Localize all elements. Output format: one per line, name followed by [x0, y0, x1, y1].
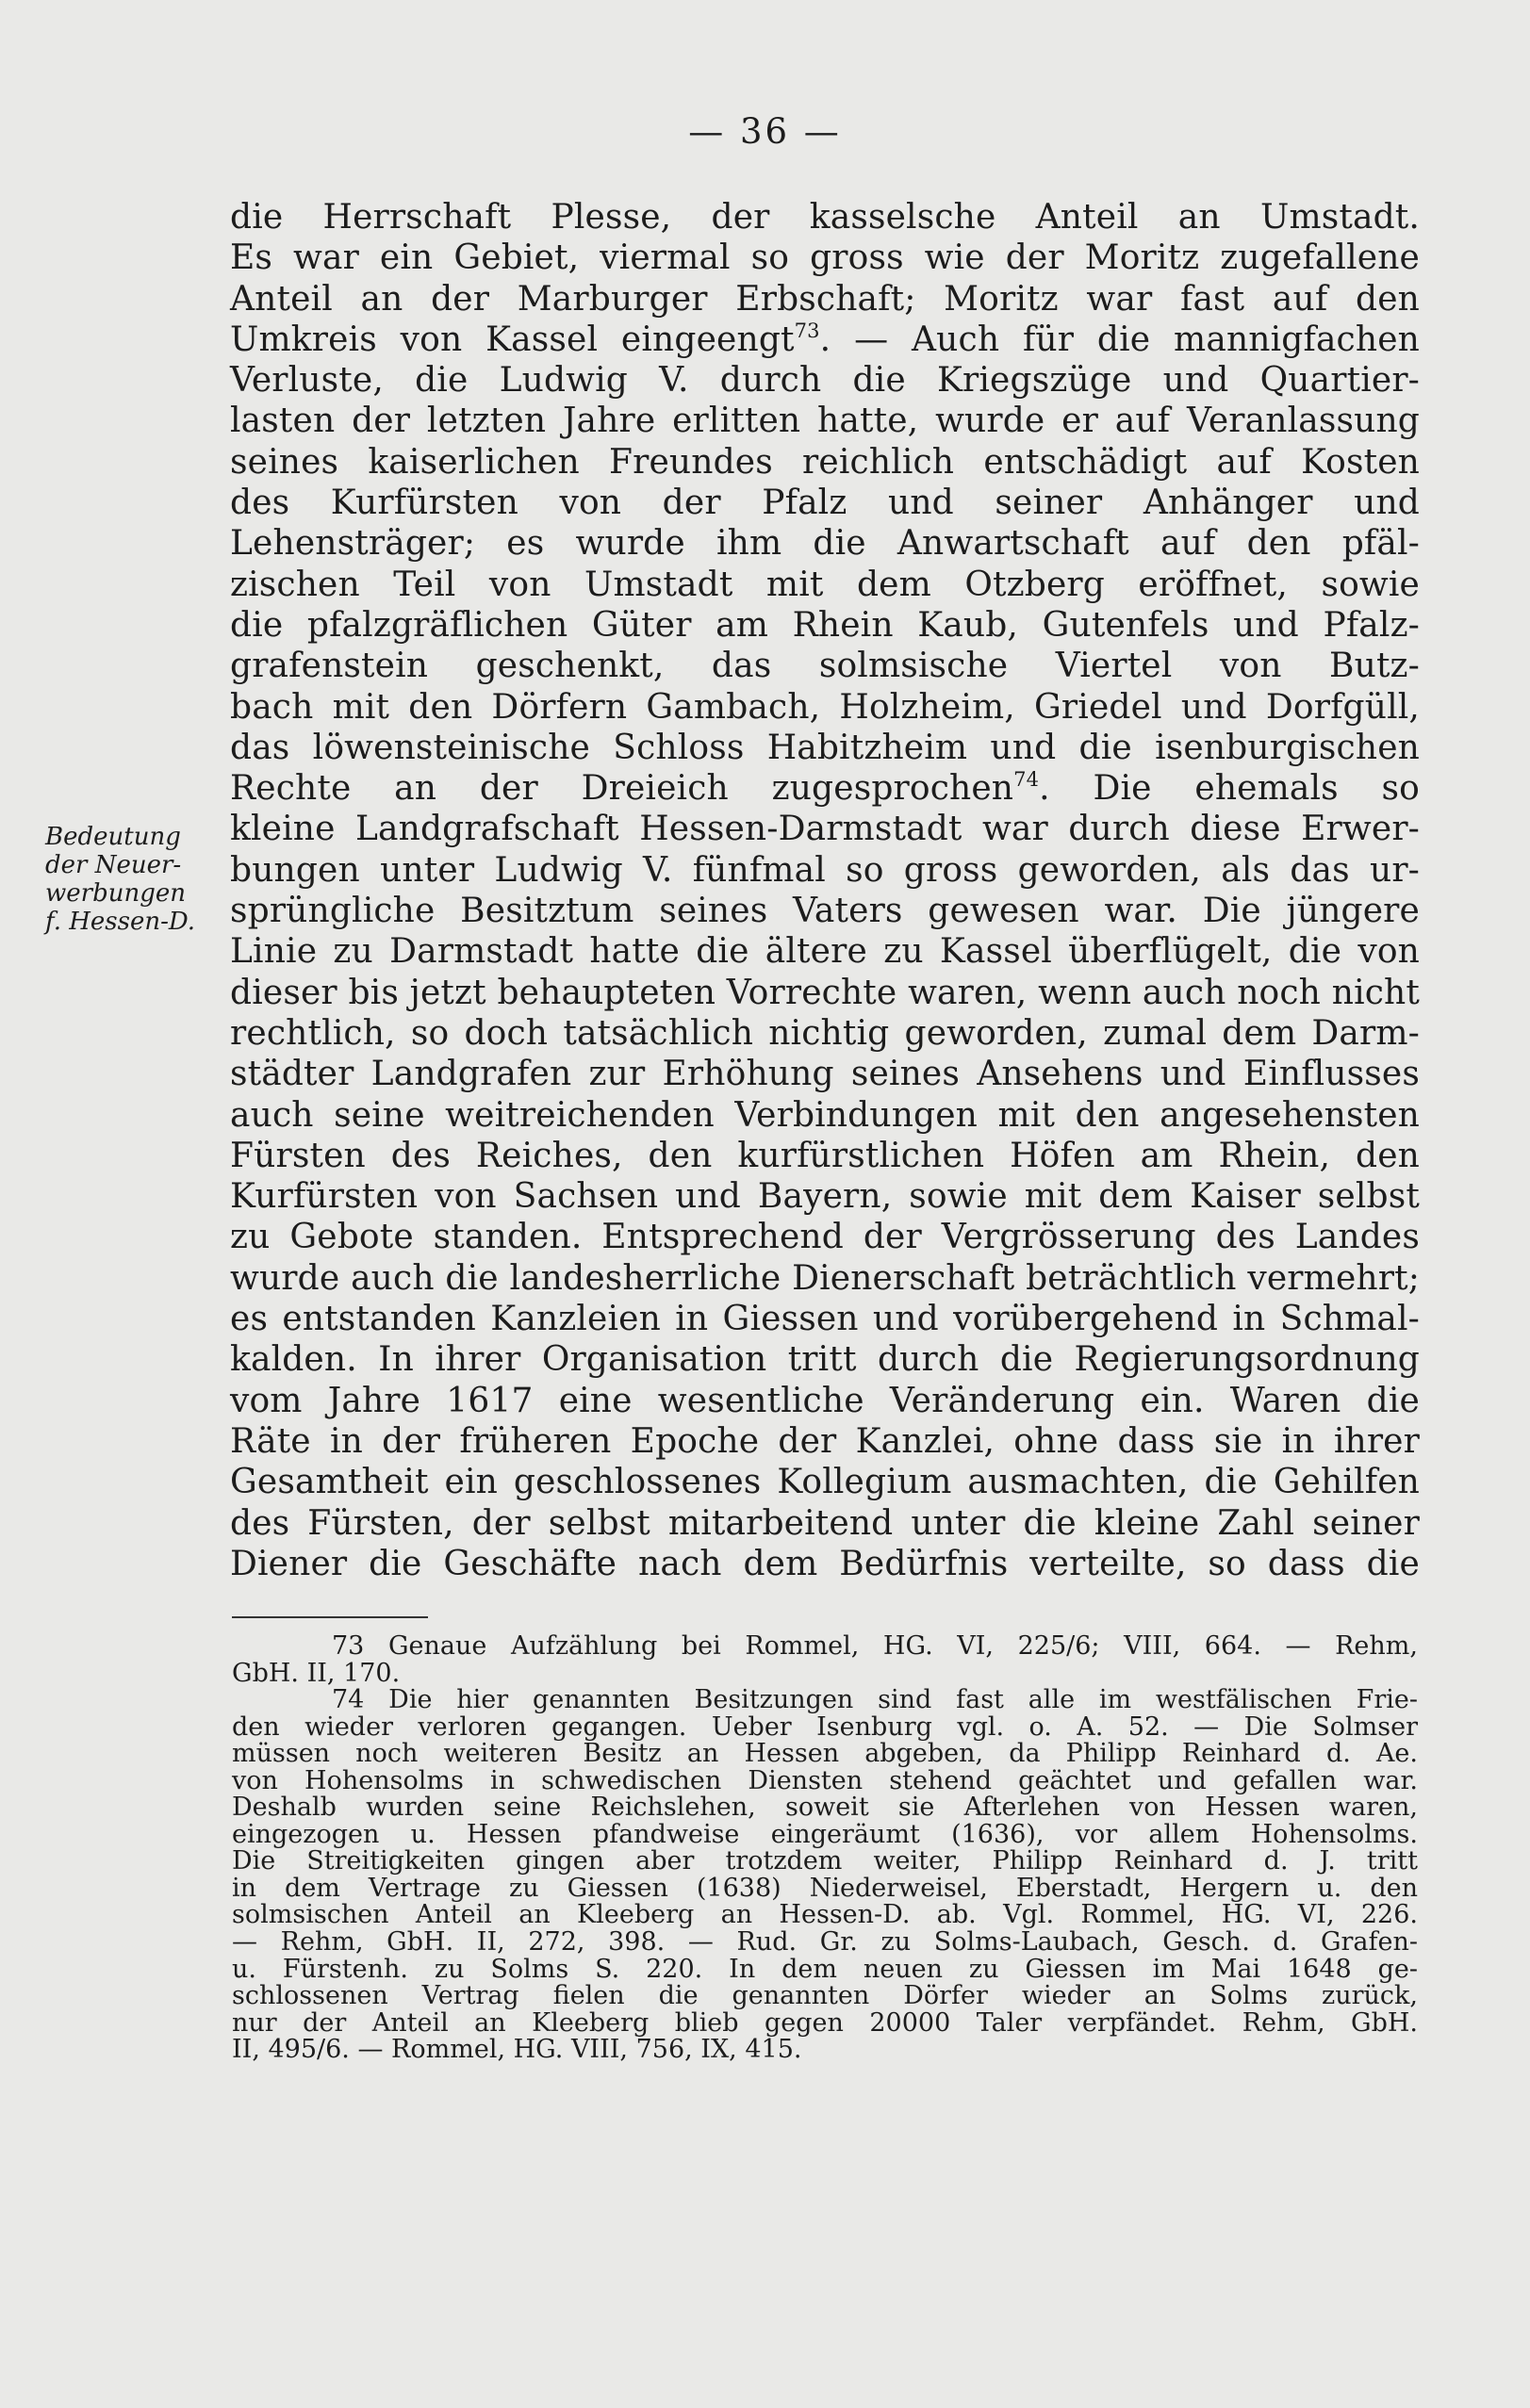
body-text	[230, 197, 1420, 1584]
text-line	[230, 768, 1420, 809]
text-line	[230, 319, 1420, 360]
text-line: Kurfürsten von Sachsen und Bayern, sowie mit dem Kaiser selbst	[230, 1177, 1420, 1217]
line-text: . Die ehemals so	[1039, 769, 1420, 809]
footnote-ref-73: 73	[794, 319, 820, 342]
text-line: Diener die Geschäfte nach dem Bedürfnis verteilte, so dass die	[230, 1544, 1420, 1583]
footnote-line: Die Streitigkeiten gingen aber trotzdem weiter, Philipp Reinhard d. J. tritt	[232, 1846, 1418, 1876]
margin-note-line: der Neuer-	[45, 851, 182, 879]
text-line: grafenstein geschenkt, das solmsische Viertel von Butz-	[230, 647, 1420, 686]
margin-note	[45, 823, 224, 936]
text-line: zischen Teil von Umstadt mit dem Otzberg eröffnet, sowie	[230, 565, 1420, 604]
text-line: des Fürsten, der selbst mitarbeitend unter die kleine Zahl seiner	[230, 1503, 1420, 1543]
margin-note-line: f. Hessen-D.	[45, 908, 196, 936]
line-text: Rechte an der Dreieich zugesprochen	[230, 769, 1014, 809]
text-line: Verluste, die Ludwig V. durch die Kriegszüge und Quartier-	[230, 361, 1420, 401]
text-line: seines kaiserlichen Freundes reichlich entschädigt auf Kosten	[230, 442, 1420, 482]
footnote-line: solmsischen Anteil an Kleeberg an Hessen-D. ab. Vgl. Rommel, HG. VI, 226.	[232, 1900, 1418, 1930]
text-line: lasten der letzten Jahre erlitten hatte, wurde er auf Veranlassung	[230, 401, 1420, 441]
text-line: auch seine weitreichenden Verbindungen mit den angesehensten	[230, 1095, 1420, 1135]
footnote-line: GbH. II, 170.	[232, 1658, 401, 1688]
text-line: Anteil an der Marburger Erbschaft; Moritz war fast auf den	[230, 279, 1420, 319]
footnotes	[232, 1633, 1418, 2064]
text-line: Lehensträger; es wurde ihm die Anwartschaft auf den pfäl-	[230, 524, 1420, 564]
footnote-line: — Rehm, GbH. II, 272, 398. — Rud. Gr. zu Solms-Laubach, Gesch. d. Grafen-	[232, 1927, 1418, 1958]
footnote-line: in dem Vertrage zu Giessen (1638) Niederweisel, Eberstadt, Hergern u. den	[232, 1873, 1418, 1903]
footnote-line: nur der Anteil an Kleeberg blieb gegen 20000 Taler verpfändet. Rehm, GbH.	[232, 2007, 1418, 2038]
text-line: städter Landgrafen zur Erhöhung seines Ansehens und Einflusses	[230, 1055, 1420, 1094]
text-line: die Herrschaft Plesse, der kasselsche Anteil an Umstadt.	[230, 198, 1420, 237]
margin-note-line: werbungen	[45, 879, 186, 908]
footnote-line: müssen noch weiteren Besitz an Hessen abgeben, da Philipp Reinhard d. Ae.	[232, 1739, 1418, 1769]
text-line: dieser bis jetzt behaupteten Vorrechte waren, wenn auch noch nicht	[230, 973, 1420, 1012]
text-line: kalden. In ihrer Organisation tritt durch die Regierungsordnung	[230, 1340, 1420, 1380]
footnote-line: 74 Die hier genannten Besitzungen sind fast alle im westfälischen Frie-	[332, 1685, 1418, 1715]
footnote-line: schlossenen Vertrag fielen die genannten Dörfer wieder an Solms zurück,	[232, 1981, 1418, 2011]
text-line: das löwensteinische Schloss Habitzheim und die isenburgischen	[230, 728, 1420, 767]
text-line: des Kurfürsten von der Pfalz und seiner Anhänger und	[230, 483, 1420, 523]
text-line: wurde auch die landesherrliche Dienerschaft beträchtlich vermehrt;	[230, 1258, 1420, 1298]
text-line: Linie zu Darmstadt hatte die ältere zu Kassel überflügelt, die von	[230, 932, 1420, 972]
footnote-line: eingezogen u. Hessen pfandweise eingeräumt (1636), vor allem Hohensolms.	[232, 1819, 1418, 1849]
footnote-divider	[232, 1616, 428, 1618]
text-line: bach mit den Dörfern Gambach, Holzheim, Griedel und Dorfgüll,	[230, 687, 1420, 727]
text-line: die pfalzgräflichen Güter am Rhein Kaub, Gutenfels und Pfalz-	[230, 605, 1420, 645]
line-text: Umkreis von Kassel eingeengt	[230, 319, 795, 359]
footnote-line: von Hohensolms in schwedischen Diensten stehend geächtet und gefallen war.	[232, 1765, 1418, 1795]
footnote-line: II, 495/6. — Rommel, HG. VIII, 756, IX, 415.	[232, 2035, 802, 2065]
text-line: zu Gebote standen. Entsprechend der Vergrösserung des Landes	[230, 1218, 1420, 1257]
text-line: sprüngliche Besitztum seines Vaters gewesen war. Die jüngere	[230, 892, 1420, 931]
footnote-line: den wieder verloren gegangen. Ueber Isenburg vgl. o. A. 52. — Die Solmser	[232, 1712, 1418, 1742]
text-line: kleine Landgrafschaft Hessen-Darmstadt war durch diese Erwer-	[230, 810, 1420, 849]
footnote-line: 73 Genaue Aufzählung bei Rommel, HG. VI, 225/6; VIII, 664. — Rehm,	[332, 1631, 1418, 1661]
text-line: Gesamtheit ein geschlossenes Kollegium ausmachten, die Gehilfen	[230, 1463, 1420, 1502]
line-text: . — Auch für die mannigfachen	[819, 319, 1420, 359]
footnote-line: Deshalb wurden seine Reichslehen, soweit sie Afterlehen von Hessen waren,	[232, 1793, 1418, 1823]
text-line: rechtlich, so doch tatsächlich nichtig geworden, zumal dem Darm-	[230, 1013, 1420, 1053]
footnote-ref-74: 74	[1013, 768, 1040, 792]
text-line: Fürsten des Reiches, den kurfürstlichen Höfen am Rhein, den	[230, 1136, 1420, 1175]
text-line: Es war ein Gebiet, viermal so gross wie der Moritz zugefallene	[230, 238, 1420, 278]
margin-note-line: Bedeutung	[45, 823, 181, 851]
footnote-line: u. Fürstenh. zu Solms S. 220. In dem neuen zu Giessen im Mai 1648 ge-	[232, 1954, 1418, 1984]
text-line: bungen unter Ludwig V. fünfmal so gross geworden, als das ur-	[230, 850, 1420, 890]
text-line: Räte in der früheren Epoche der Kanzlei, ohne dass sie in ihrer	[230, 1421, 1420, 1461]
text-line: es entstanden Kanzleien in Giessen und vorübergehend in Schmal-	[230, 1300, 1420, 1339]
text-line: vom Jahre 1617 eine wesentliche Veränderung ein. Waren die	[230, 1381, 1420, 1420]
page-number: — 36 —	[688, 111, 842, 152]
